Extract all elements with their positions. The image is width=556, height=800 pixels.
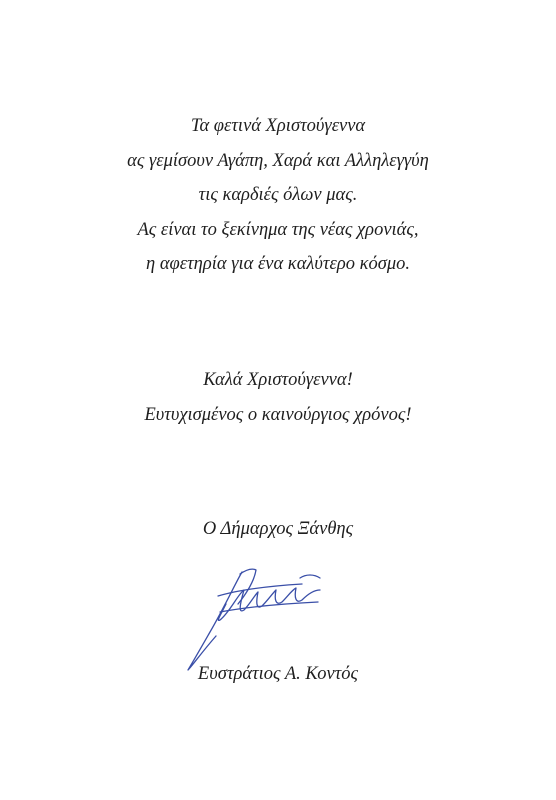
greeting-line-5: η αφετηρία για ένα καλύτερο κόσμο. [146,254,410,274]
wish-christmas: Καλά Χριστούγεννα! [203,370,353,390]
handwritten-signature [180,560,350,680]
greeting-line-1: Τα φετινά Χριστούγεννα [190,116,366,136]
mayor-title: Ο Δήμαρχος Ξάνθης [202,519,354,539]
mayor-name: Ευστράτιος Α. Κοντός [197,664,359,684]
wish-new-year: Ευτυχισμένος ο καινούργιος χρόνος! [144,405,412,425]
greeting-line-2: ας γεμίσουν Αγάπη, Χαρά και Αλληλεγγύη [127,151,429,171]
greeting-line-4: Ας είναι το ξεκίνημα της νέας χρονιάς, [137,220,419,240]
greeting-line-3: τις καρδιές όλων μας. [198,185,358,205]
